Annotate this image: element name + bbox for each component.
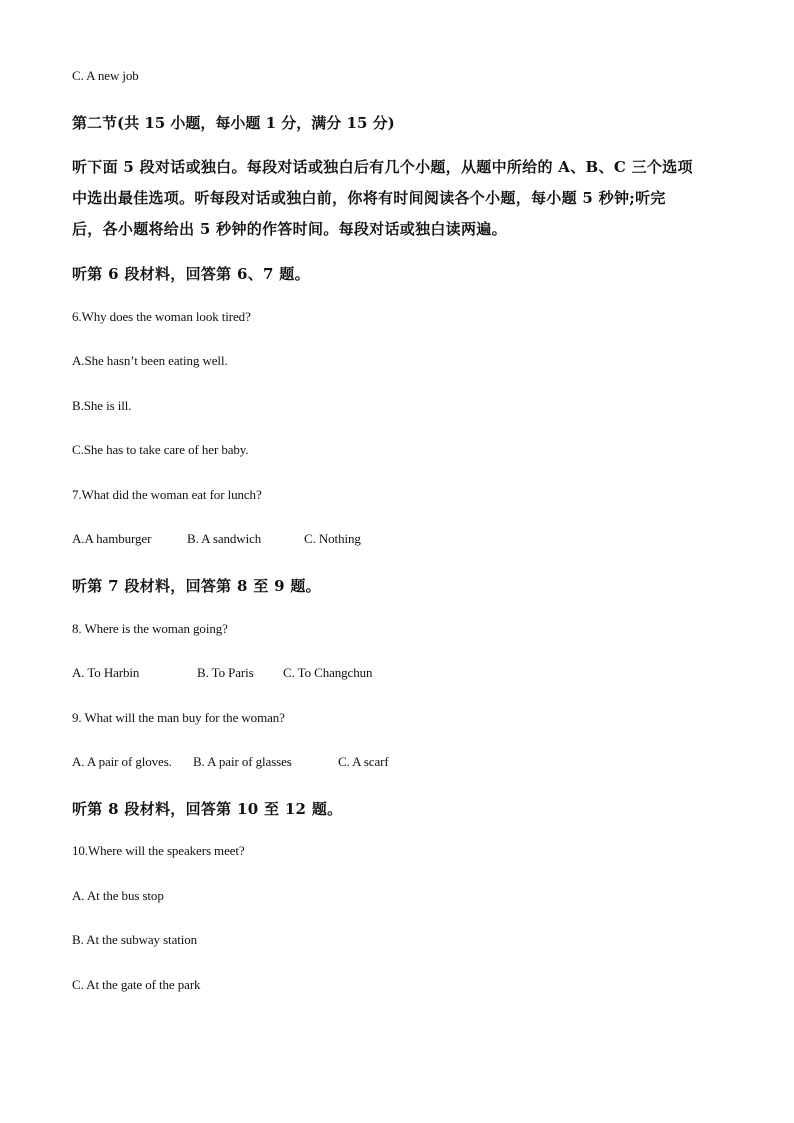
question-7-options <box>72 531 361 547</box>
question-7: 7.What did the woman eat for lunch? <box>72 487 262 502</box>
material-8-heading: 听第 8 段材料，回答第 10 至 12 题。 <box>72 800 343 818</box>
question-9-options <box>72 754 389 770</box>
question-9-option-c: C. A scarf <box>338 754 389 769</box>
question-8-options <box>72 665 372 681</box>
question-9-option-b: B. A pair of glasses <box>193 754 292 769</box>
question-7-option-c: C. Nothing <box>304 531 361 546</box>
material-7-heading: 听第 7 段材料，回答第 8 至 9 题。 <box>72 577 321 595</box>
question-10-option-a: A. At the bus stop <box>72 888 164 903</box>
instructions-line-3: 后，各小题将给出 5 秒钟的作答时间。每段对话或独白读两遍。 <box>72 220 507 238</box>
section-title: 第二节(共 15 小题，每小题 1 分，满分 15 分) <box>72 114 395 132</box>
question-9-option-a: A. A pair of gloves. <box>72 754 172 769</box>
question-6: 6.Why does the woman look tired? <box>72 309 251 324</box>
question-8-option-c: C. To Changchun <box>283 665 373 680</box>
instructions-line-1: 听下面 5 段对话或独白。每段对话或独白后有几个小题，从题中所给的 A、B、C 三个选项 <box>72 158 693 176</box>
question-8-option-b: B. To Paris <box>197 665 254 680</box>
question-7-option-b: B. A sandwich <box>187 531 262 546</box>
instructions-line-2: 中选出最佳选项。听每段对话或独白前，你将有时间阅读各个小题，每小题 5 秒钟;听完 <box>72 189 666 207</box>
material-6-heading: 听第 6 段材料，回答第 6、7 题。 <box>72 265 310 283</box>
question-8-option-a: A. To Harbin <box>72 665 140 680</box>
question-6-option-a: A.She hasn’t been eating well. <box>72 353 228 368</box>
question-7-option-a: A.A hamburger <box>72 531 152 546</box>
question-8: 8. Where is the woman going? <box>72 621 228 636</box>
question-10-option-b: B. At the subway station <box>72 932 198 947</box>
question-9: 9. What will the man buy for the woman? <box>72 710 285 725</box>
question-10-option-c: C. At the gate of the park <box>72 977 201 992</box>
question-6-option-c: C.She has to take care of her baby. <box>72 442 249 457</box>
question-6-option-b: B.She is ill. <box>72 398 132 413</box>
question-10: 10.Where will the speakers meet? <box>72 843 245 858</box>
prev-question-option-c: C. A new job <box>72 68 139 83</box>
